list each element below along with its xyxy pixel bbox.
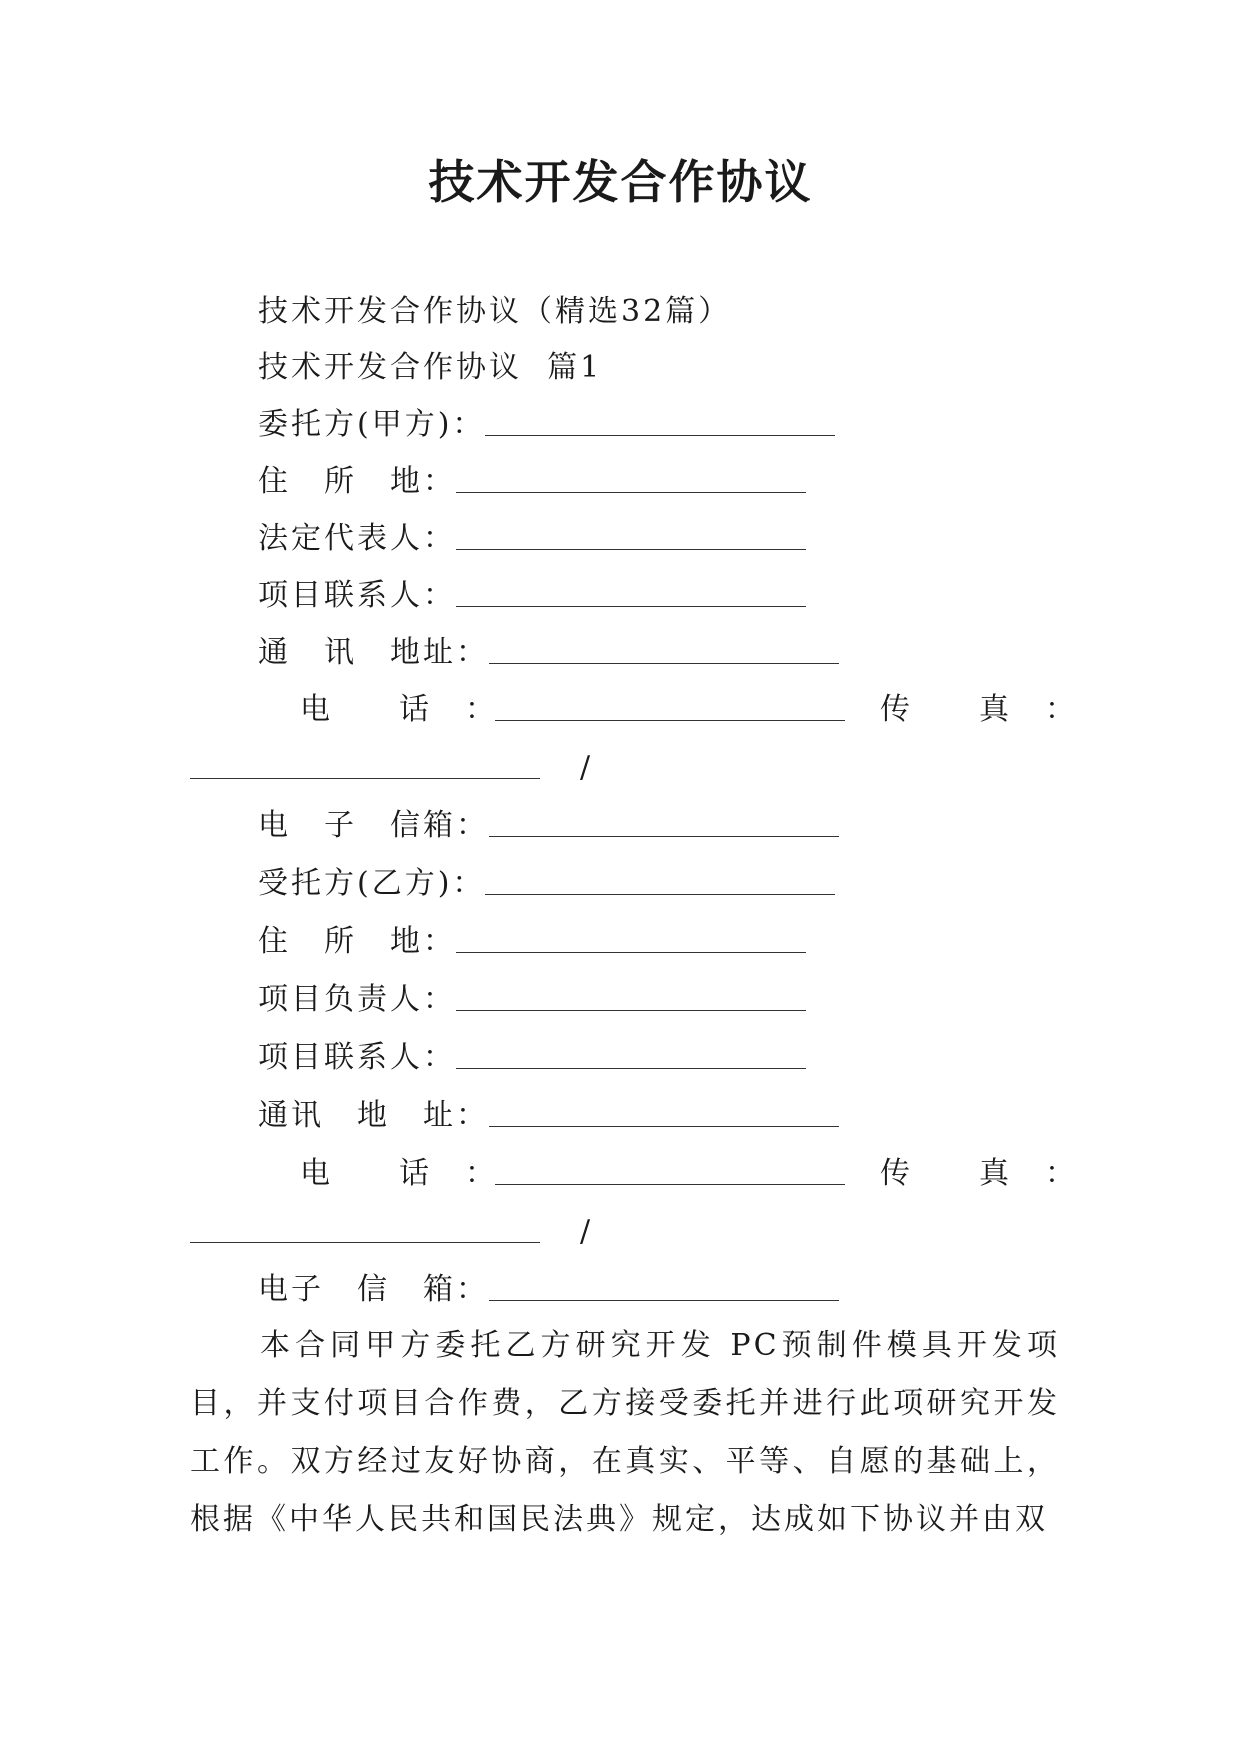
party-b-fax-slash: / [580, 1214, 594, 1249]
party-b-trustee-blank [485, 868, 835, 895]
party-b-leader-label: 项目负责人： [258, 982, 456, 1017]
party-a-client-row [258, 405, 835, 445]
party-b-trustee-label: 受托方(乙方)： [258, 866, 486, 901]
party-b-phone-row [495, 1154, 845, 1194]
party-b-trustee-row [258, 864, 835, 904]
party-b-contact-label: 项目联系人： [258, 1040, 456, 1075]
party-a-contact-blank [456, 580, 806, 607]
party-a-client-blank [485, 409, 835, 436]
party-b-email-row [258, 1270, 839, 1310]
party-b-address-label: 通讯 地 址： [258, 1098, 489, 1133]
party-b-domicile-row [258, 922, 806, 962]
party-a-fax-slash: / [580, 750, 594, 785]
party-a-email-label: 电 子 信箱： [258, 808, 489, 843]
party-a-address-blank [489, 637, 839, 664]
party-a-client-label: 委托方(甲方)： [258, 407, 486, 442]
party-a-contact-label: 项目联系人： [258, 578, 456, 613]
party-b-domicile-label: 住 所 地： [258, 924, 456, 959]
body-paragraph-text: 本合同甲方委托乙方研究开发 PC预制件模具开发项目，并支付项目合作费，乙方接受委托并进行此项研究开发工作。双方经过友好协商，在真实、平等、自愿的基础上，根据《中华人民共和国民法典》规定，达成如下协议并由双 [190, 1328, 1060, 1537]
party-b-domicile-blank [456, 926, 806, 953]
party-a-legal-rep-label: 法定代表人： [258, 521, 456, 556]
party-b-fax-row [190, 1212, 593, 1252]
party-b-phone-label: 电 话 ： [300, 1156, 498, 1191]
party-b-fax-label: 传 真 ： [880, 1156, 1078, 1191]
party-a-fax-label: 传 真 ： [880, 692, 1078, 727]
party-b-leader-row [258, 980, 806, 1020]
party-a-contact-row [258, 576, 806, 616]
party-a-phone-row [495, 690, 845, 730]
body-paragraph [190, 1317, 1060, 1549]
party-b-address-blank [489, 1100, 839, 1127]
party-a-domicile-blank [456, 466, 806, 493]
party-b-leader-blank [456, 984, 806, 1011]
party-a-phone-blank [495, 694, 845, 721]
document-title: 技术开发合作协议 [428, 155, 813, 209]
party-b-fax-blank [190, 1216, 540, 1243]
party-b-contact-blank [456, 1042, 806, 1069]
party-a-email-row [258, 806, 839, 846]
party-a-address-row [258, 633, 839, 673]
party-a-domicile-label: 住 所 地： [258, 464, 456, 499]
party-b-phone-blank [495, 1158, 845, 1185]
party-b-contact-row [258, 1038, 806, 1078]
party-a-address-label: 通 讯 地址： [258, 635, 489, 670]
party-b-address-row [258, 1096, 839, 1136]
party-a-domicile-row [258, 462, 806, 502]
document-subtitle: 技术开发合作协议（精选32篇） [258, 294, 732, 329]
party-b-email-blank [489, 1274, 839, 1301]
party-a-phone-label: 电 话 ： [300, 692, 498, 727]
section-heading: 技术开发合作协议 篇1 [258, 350, 603, 385]
party-a-email-blank [489, 810, 839, 837]
party-b-email-label: 电子 信 箱： [258, 1272, 489, 1307]
party-a-legal-rep-blank [456, 523, 806, 550]
party-a-fax-blank [190, 752, 540, 779]
party-a-fax-row [190, 748, 593, 788]
party-a-legal-rep-row [258, 519, 806, 559]
